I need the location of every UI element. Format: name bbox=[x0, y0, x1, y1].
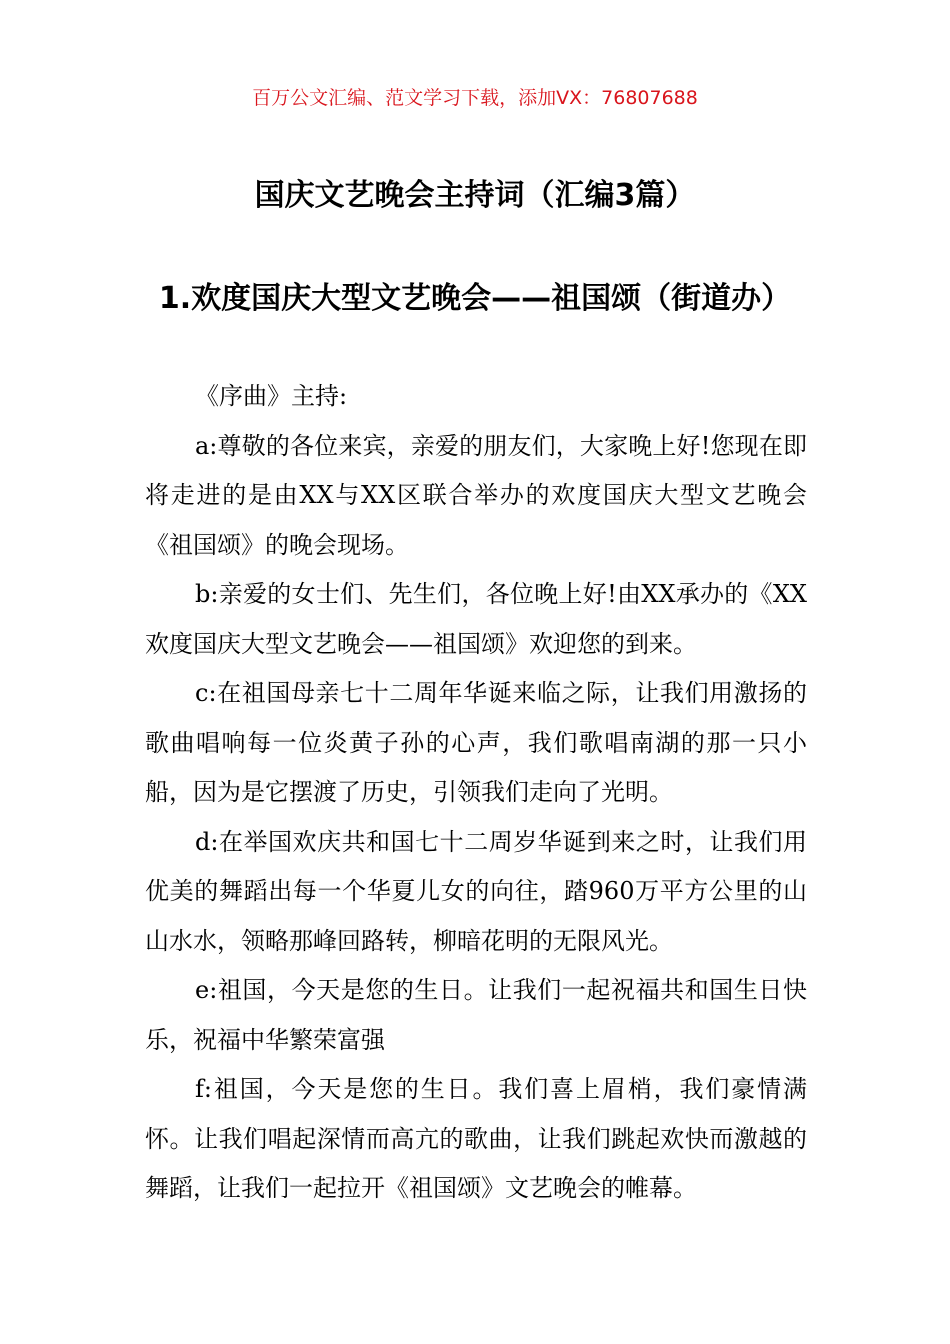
paragraph-host-a: a:尊敬的各位来宾，亲爱的朋友们，大家晚上好!您现在即将走进的是由XX与XX区联合举办的欢度国庆大型文艺晚会《祖国颂》的晚会现场。 bbox=[145, 431, 807, 559]
paragraph-host-f: f:祖国，今天是您的生日。我们喜上眉梢，我们豪情满怀。让我们唱起深情而高亢的歌曲，让我们跳起欢快而激越的舞蹈，让我们一起拉开《祖国颂》文艺晚会的帷幕。 bbox=[145, 1075, 807, 1202]
paragraph-host-d: d:在举国欢庆共和国七十二周岁华诞到来之时，让我们用优美的舞蹈出每一个华夏儿女的向往，踏960万平方公里的山山水水，领略那峰回路转，柳暗花明的无限风光。 bbox=[145, 827, 807, 955]
paragraph-host-c: c:在祖国母亲七十二周年华诞来临之际，让我们用激扬的歌曲唱响每一位炎黄子孙的心声，我们歌唱南湖的那一只小船，因为是它摆渡了历史，引领我们走向了光明。 bbox=[145, 679, 807, 806]
document-title: 国庆文艺晚会主持词（汇编3篇） bbox=[254, 178, 696, 213]
header-note: 百万公文汇编、范文学习下载，添加VX：76807688 bbox=[252, 87, 698, 109]
section-title: 1.欢度国庆大型文艺晚会——祖国颂（街道办） bbox=[158, 281, 792, 316]
document-body bbox=[145, 372, 807, 1214]
paragraph-host-b: b:亲爱的女士们、先生们，各位晚上好!由XX承办的《XX欢度国庆大型文艺晚会——祖国颂》欢迎您的到来。 bbox=[145, 580, 807, 658]
paragraph-prelude: 《序曲》主持: bbox=[195, 382, 348, 410]
paragraph-host-e: e:祖国，今天是您的生日。让我们一起祝福共和国生日快乐，祝福中华繁荣富强 bbox=[145, 976, 807, 1054]
